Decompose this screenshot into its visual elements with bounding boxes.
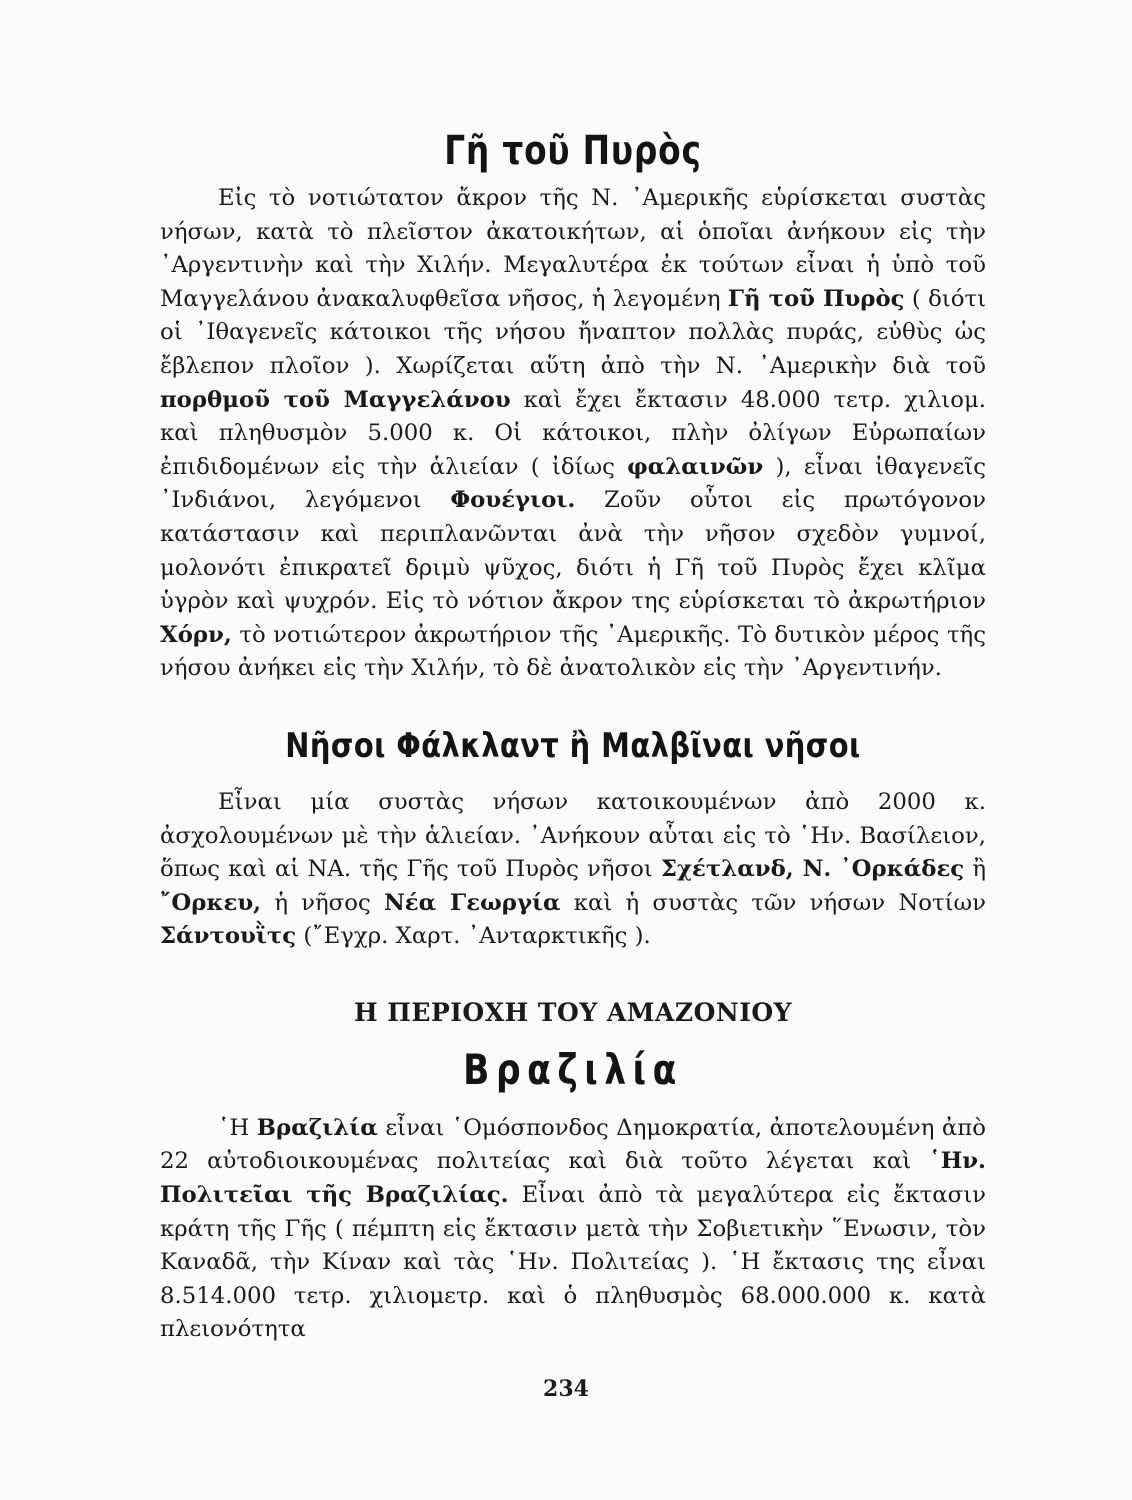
chapter-heading-amazon: Η ΠΕΡΙΟΧΗ ΤΟΥ ΑΜΑΖΟΝΙΟΥ — [353, 997, 793, 1027]
bold-term: Σάντουῒτς — [160, 923, 297, 950]
bold-term: ῾Ην. Πολιτεῖαι τῆς Βραζιλίας. — [160, 1148, 986, 1209]
bold-term: Φουέγιοι. — [450, 487, 576, 514]
bold-term: ῎Ορκευ, — [160, 889, 262, 916]
text-run: καὶ ἔχει ἔκτασιν 48.000 τετρ. χιλιομ. καὶ πληθυσμὸν 5.000 κ. Οἱ κάτοικοι, πλὴν ὀλίγων Εὐρωπαίων ἐπιδιδομένων εἰς τὴν ἁλιείαν ( ἰδίως — [160, 386, 987, 480]
section-title-falklands: Νῆσοι Φάλκλαντ ἢ Μαλβῖναι νῆσοι — [285, 725, 861, 766]
text-run: Ζοῦν οὗτοι εἰς πρωτόγονον κατάστασιν καὶ περιπλανῶνται ἀνὰ τὴν νῆσον σχεδὸν γυμνοί, μολονότι ἐπικρατεῖ δριμὺ ψῦχος, διότι ἡ Γῆ τοῦ Πυρὸς ἔχει κλῖμα ὑγρὸν καὶ ψυχρόν. Εἰς τὸ νότιον ἄκρον της εὑρίσκεται τὸ ἀκρωτήριον — [160, 487, 986, 615]
page-content — [160, 128, 986, 1347]
bold-term: Σχέτλανδ, Ν. ᾿Ορκάδες — [660, 856, 965, 883]
bold-term: Νέα Γεωργία — [383, 889, 561, 916]
text-run: Εἶναι μία συστὰς νήσων κατοικουμένων ἀπὸ 2000 κ. ἀσχολουμένων μὲ τὴν ἁλιείαν. ᾿Ανήκουν αὗται εἰς τὸ ῾Ην. Βασίλειον, ὅπως καὶ αἱ ΝΑ. τῆς Γῆς τοῦ Πυρὸς νῆσοι — [160, 788, 986, 883]
section-title-brazil: Βραζιλία — [463, 1044, 683, 1094]
page-number: 234 — [543, 1376, 589, 1402]
text-run: ῾Η — [218, 1114, 257, 1141]
text-run: τὸ νοτιώτερον ἀκρωτήριον τῆς ᾿Αμερικῆς. Τὸ δυτικὸν μέρος τῆς νήσου ἀνήκει εἰς τὴν Χιλήν, τὸ δὲ ἀνατολικὸν εἰς τὴν ᾿Αργεντινήν. — [160, 621, 986, 682]
text-run: ( διότι οἱ ᾿Ιθαγενεῖς κάτοικοι τῆς νήσου ἤναπτον πολλὰς πυράς, εὐθὺς ὡς ἔβλεπον πλοῖον ). Χωρίζεται αὕτη ἀπὸ τὴν Ν. ᾿Αμερικὴν διὰ τοῦ — [160, 285, 987, 379]
paragraph-brazil — [160, 1112, 986, 1347]
bold-term: Βραζιλία — [256, 1114, 378, 1141]
text-run: Εἶναι ἀπὸ τὰ μεγαλύτερα εἰς ἔκτασιν κράτη τῆς Γῆς ( πέμπτη εἰς ἔκτασιν μετὰ τὴν Σοβιετικὴν ῞Ενωσιν, τὸν Καναδᾶ, τὴν Κίναν καὶ τὰς ῾Ην. Πολιτείας ). ῾Η ἔκτασις της εἶναι 8.514.000 τετρ. χιλιομετρ. καὶ ὁ πληθυσμὸς 68.000.000 κ. κατὰ πλειονότητα — [160, 1182, 986, 1343]
bold-term: Χόρν, — [160, 621, 232, 648]
bold-term: πορθμοῦ τοῦ Μαγγελάνου — [160, 386, 511, 413]
text-run: ), εἶναι ἰθαγενεῖς ᾿Ινδιάνοι, λεγόμενοι — [160, 453, 986, 514]
text-run: Εἰς τὸ νοτιώτατον ἄκρον τῆς Ν. ᾿Αμερικῆς εὑρίσκεται συστὰς νήσων, κατὰ τὸ πλεῖστον ἀκατοικήτων, αἱ ὁποῖαι ἀνήκουν εἰς τὴν ᾿Αργεντινὴν καὶ τὴν Χιλήν. Μεγαλυτέρα ἐκ τούτων εἶναι ἡ ὑπὸ τοῦ Μαγγελάνου ἀνακαλυφθεῖσα νῆσος, ἡ λεγομένη — [160, 185, 986, 312]
bold-term: Γῆ τοῦ Πυρὸς — [727, 285, 905, 312]
text-run: ἢ — [964, 856, 987, 883]
text-run: (῎Εγχρ. Χαρτ. ᾿Ανταρκτικῆς ). — [296, 923, 651, 950]
paragraph-falklands — [160, 786, 986, 954]
section-title-tierra-del-fuego: Γῆ τοῦ Πυρὸς — [444, 128, 702, 174]
text-run: καὶ ἡ συστὰς τῶν νήσων Νοτίων — [560, 889, 986, 916]
bold-term: φαλαινῶν — [627, 453, 764, 480]
text-run: ἡ νῆσος — [261, 889, 384, 916]
text-run: εἶναι ῾Ομόσπονδος Δημοκρατία, ἀποτελουμένη ἀπὸ 22 αὐτοδιοικουμένας πολιτείας καὶ διὰ τοῦτο λέγεται καὶ — [160, 1114, 986, 1175]
paragraph-tierra-del-fuego — [160, 182, 986, 686]
